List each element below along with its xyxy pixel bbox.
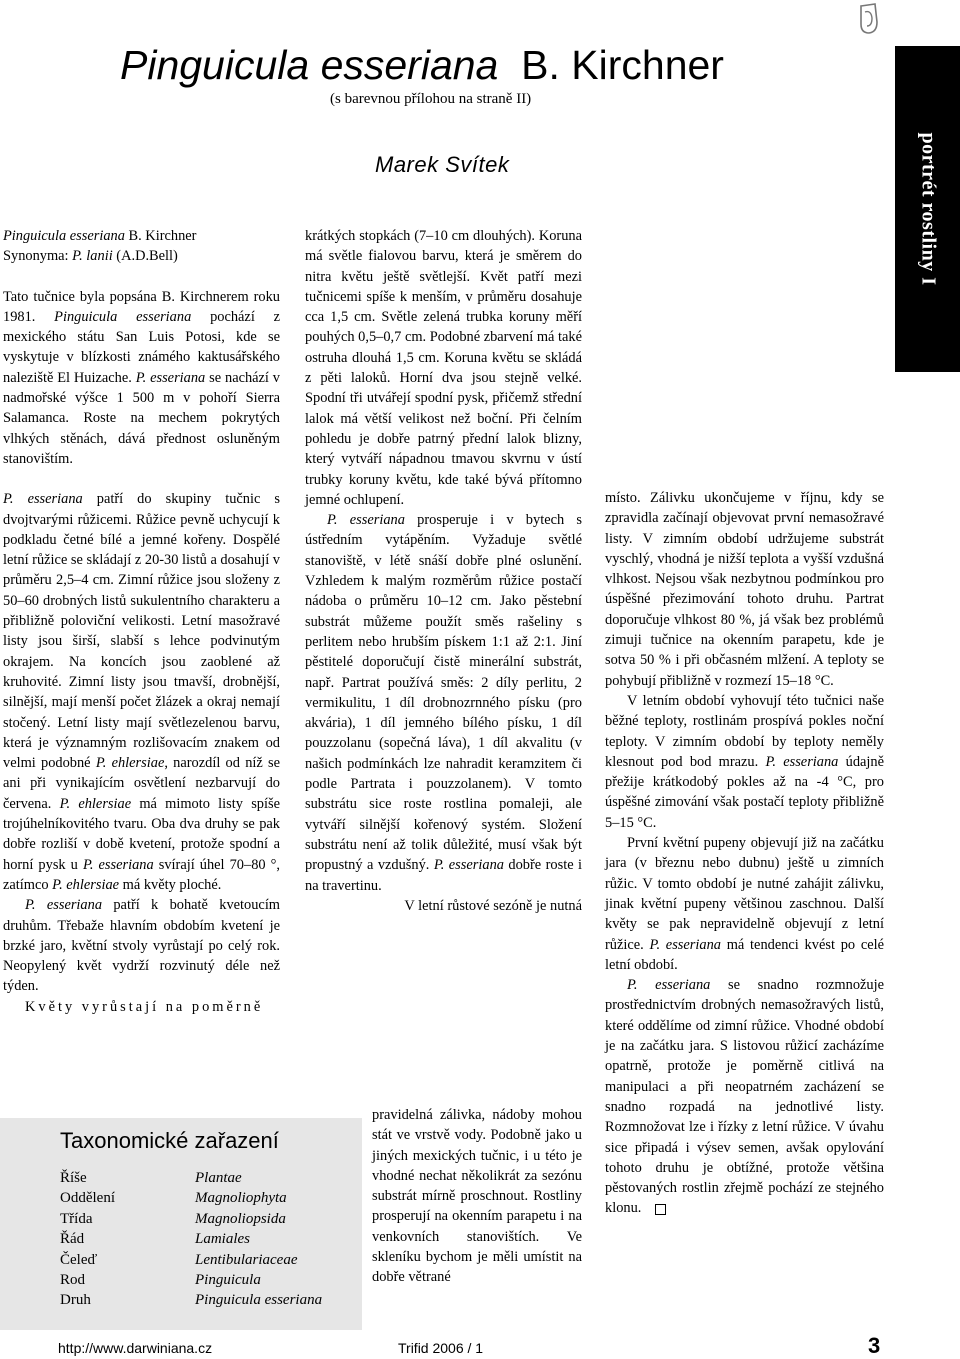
column-1: [3, 226, 280, 1017]
paragraph: [605, 691, 884, 833]
text-run: P. ehlersiae: [59, 795, 132, 812]
taxonomy-title: Taxonomické zařazení: [60, 1128, 279, 1153]
footer-issue: Trifid 2006 / 1: [398, 1340, 484, 1356]
synonym-name: P. lanii: [72, 248, 113, 265]
footer-url: http://www.darwiniana.cz: [58, 1340, 213, 1356]
paragraph: [305, 510, 582, 896]
paragraph: [3, 997, 280, 1017]
text-run: P. esseriana: [433, 857, 504, 874]
column-2: [305, 226, 582, 916]
text-run: má mimoto listy spíše trojúhelníkovitého tvaru. Oba dva druhy se pak dobře rozliší v době kvetení, protože spodní a horní pysk u: [3, 795, 280, 873]
taxonomy-value: Pinguicula: [195, 1272, 261, 1288]
text-run: P. esseriana: [25, 897, 103, 914]
text-run: Pinguicula esseriana: [54, 308, 192, 325]
taxonomy-label: Třída: [60, 1210, 93, 1227]
text-run: prosperuje i v bytech s ústředním vytápěním. Vyžaduje světlé stanoviště, v létě snáší dobře plné oslunění. Vzhledem k malým rozměrům růžice postačí nádoba o průměru 10–12 cm. Jako pěstební substrát můžeme použít směs rašeliny s perlitem nebo hrubším pískem 1:1 až 2:1. Jiní pěstitelé doporučují čistě minerální substrát, např. Partrat používá směs: 2 díly perlitu, 2 vermikulitu, 1 díl drobnozrnného písku (pro akvária), 1 díl jemného bílého písku, 1 díl pouzzolanu (sopečná láva), 1 díl akvalitu (v našich podmínkách lze nahradit keramzitem či podle Partrata i pouzzolanem). V tomto substrátu sice roste rostlina pomaleji, ale vytváří silnější kořenový systém. Složení substrátu není až tolik důležité, musí však být propustný a vzdušný.: [305, 512, 582, 874]
paragraph: krátkých stopkách (7–10 cm dlouhých). Koruna má světle fialovou barvu, která je směrem do nitra květu ještě světlejší. Květ patří mezi tučnicemi spíše k menším, v průměru dosahuje cca 1,5 cm. Světle zelená trubka koruny měří pouhých 0,5–0,7 cm. Podobné zbarvení má také ostruha dlouhá 1,5 cm. Koruna květu se skládá z pěti laloků. Horní dva jsou stejně velké. Spodní tři utvářejí spodní pysk, přičemž střední lalok má větší velikost než boční. Při čelním pohledu je dobře patrný přední lalok blizny, který vytváří nápadnou tmavou skvrnu v ústí trubky koruny květu, kde také bývá přítomno jemné ochlupení.: [305, 228, 582, 508]
text-run: P. esseriana: [82, 856, 154, 873]
taxonomy-value: Magnoliopsida: [195, 1210, 286, 1227]
paragraph: [605, 975, 884, 1219]
sidebar-label: portrét rostliny I: [917, 132, 939, 286]
paragraph: místo. Zálivku ukončujeme v říjnu, kdy se zpravidla začínají objevovat první nemasožravé listy. V zimním období udržujeme substrát vyschlý, vhodná je nižší teplota a vyšší vzdušná vlhkost. Nejsou však nezbytnou podmínkou pro úspěšné přezimování tohoto druhu. Partrat doporučuje vlhkost 80 %, já však bez problémů zimuji tučnice na okenním parapetu, kde je sotva 50 % i při občasném mlžení. A teploty se pohybují přibližně v rozmezí 15–18 °C.: [605, 490, 884, 689]
taxonomy-label: Řád: [60, 1231, 85, 1248]
species-author: B. Kirchner: [124, 228, 197, 244]
text-run: P. esseriana: [627, 977, 711, 994]
synonyms-label: Synonyma:: [3, 248, 73, 265]
text-run: má květy ploché.: [119, 876, 222, 893]
text-run: P. esseriana: [327, 512, 405, 529]
text-run: dobře roste i na travertinu.: [305, 857, 583, 894]
text-run: se snadno rozmnožuje prostřednictvím drobných nemasožravých listů, které oddělíme od zimní růžice. Vhodné období je na začátku jara. S listovou růžicí zacházíme opatrně, protože je poměrně citlivá na manipulaci a při neopatrném zacházení se snadno rozpadá na jednotlivé listy. Rozmnožovat lze i řízky z letní růžice. V úvahu sice připadá i výsev semen, avšak opylování tohoto druhu je obtížné, protože většina pěstovaných rostlin zřejmě pochází ze stejného klonu.: [605, 977, 884, 1217]
species-name: Pinguicula esseriana: [3, 228, 125, 244]
text-run: P. esseriana: [135, 369, 206, 386]
taxonomy-label: Říše: [60, 1170, 87, 1186]
text-run: Květy vyrůstají na poměrně: [25, 998, 264, 1015]
page-number: 3: [868, 1333, 881, 1358]
text-run: pochází z mexického státu San Luis Potosi, kde se vyskytuje v blízkosti známého kaktusářského naleziště El Huizache.: [3, 308, 280, 386]
paragraph: [3, 287, 280, 470]
text-run: údajně přežije krátkodobý pokles až na -4 °C, pro úspěšné zimování však postačí teploty přibližně 5–15 °C.: [605, 753, 884, 831]
text-run: se nachází v nadmořské výšce 1 500 m v pohoří Sierra Salamanca. Roste na mechem pokrytých vlhkých stěnách, dává přednost osluněným stanovištím.: [3, 369, 281, 467]
taxonomy-value: Lamiales: [195, 1231, 251, 1248]
taxonomy-value: Pinguicula esseriana: [195, 1292, 323, 1309]
column-3: [605, 488, 884, 1219]
column-2-continuation: pravidelná zálivka, nádoby mohou stát ve vrstvě vody. Podobně jako u jiných mexických tučnic, i u této je vhodné nechat několikrát za sezónu substrát mírně proschnout. Rostliny prosperují na okenním parapetu i na venkovních stanovištích. Ve skleníku bychom je měli umístit na dobře větrané: [372, 1107, 582, 1286]
paragraph: [3, 489, 280, 895]
section-sidebar: [895, 46, 960, 372]
taxonomy-box: [0, 1118, 362, 1330]
end-mark-icon: [655, 1204, 666, 1215]
text-run: svírají úhel 70–80 °, zatímco: [3, 856, 280, 893]
taxonomy-value: Plantae: [195, 1170, 242, 1186]
article-title: [120, 40, 820, 90]
article-author: Marek Svítek: [375, 152, 510, 177]
text-run: P. esseriana: [649, 936, 721, 953]
paragraph: [605, 833, 884, 975]
taxonomy-value: Magnoliophyta: [195, 1190, 287, 1207]
title-author: B. Kirchner: [521, 42, 724, 88]
synonyms-line: [3, 246, 280, 266]
taxonomy-label: Čeleď: [60, 1251, 98, 1268]
text-run: P. esseriana: [765, 753, 839, 770]
article-subtitle: (s barevnou přílohou na straně II): [330, 91, 532, 107]
text-run: má tendenci kvést po celé letní období.: [605, 936, 885, 973]
text-run: patří do skupiny tučnic s dvojtvarými růžicemi. Růžice pevně uchycují k podkladu četné bílé a jemné kořeny. Dospělé letní růžice se skládají z 20-30 listů a dosahují v průměru 2,5–4 cm. Zimní růžice jsou složeny z 50–60 drobných listů sukulentního charakteru a přibližně poloviční velikosti. Letní masožravé listy jsou širší, slabší s lehce podvinutým okrajem. Na koncích jsou zaoblené až kruhovité. Zimní listy jsou tmavší, drobnější, silnější, mají menší počet žlázek a okraj nemají stočený. Letní listy mají světlezelenou barvu, která je významným rozlišovacím znakem od velmi podobné: [3, 491, 280, 772]
text-run: P. esseriana: [3, 491, 83, 508]
text-run: V letním období vyhovují této tučnici naše běžné teploty, rostlinám prospívá pokles noční teploty. V zimním období by teploty neměly klesnout pod bod mrazu.: [605, 692, 884, 770]
text-run: patří k bohatě kvetoucím druhům. Třebaže hlavním obdobím kvetení je brzké jaro, květní stvoly vyrůstají po celý rok. Neopylený květ vydrží rozvinutý déle než týden.: [3, 897, 281, 995]
taxonomy-label: Druh: [60, 1292, 91, 1309]
species-line: [3, 226, 280, 246]
synonym-author: (A.D.Bell): [112, 248, 178, 265]
taxonomy-label: Rod: [60, 1272, 86, 1288]
text-run: První květní pupeny objevují již na začátku jara (v březnu nebo dubnu) ještě u zimních růžic. V tomto období je nutné zahájit zálivku, jinak květní pupeny většinou zaschnou. Další květy se pak nepravidelně objevují z letní růžice.: [605, 835, 884, 953]
text-run: P. ehlersiae: [95, 755, 165, 772]
text-run: , narozdíl od níž se ani při vynikajícím osvětlení nezbarvují do červena.: [3, 755, 280, 812]
text-run: P. ehlersiae: [52, 876, 120, 893]
trifid-logo-icon: [855, 2, 883, 36]
text-run: Tato tučnice byla popsána B. Kirchnerem roku 1981.: [3, 288, 280, 325]
taxonomy-value: Lentibulariaceae: [195, 1251, 298, 1268]
paragraph: V letní růstové sezóně je nutná: [404, 897, 582, 914]
paragraph: [3, 895, 280, 996]
title-species: Pinguicula esseriana: [120, 42, 499, 88]
taxonomy-label: Oddělení: [60, 1190, 115, 1207]
